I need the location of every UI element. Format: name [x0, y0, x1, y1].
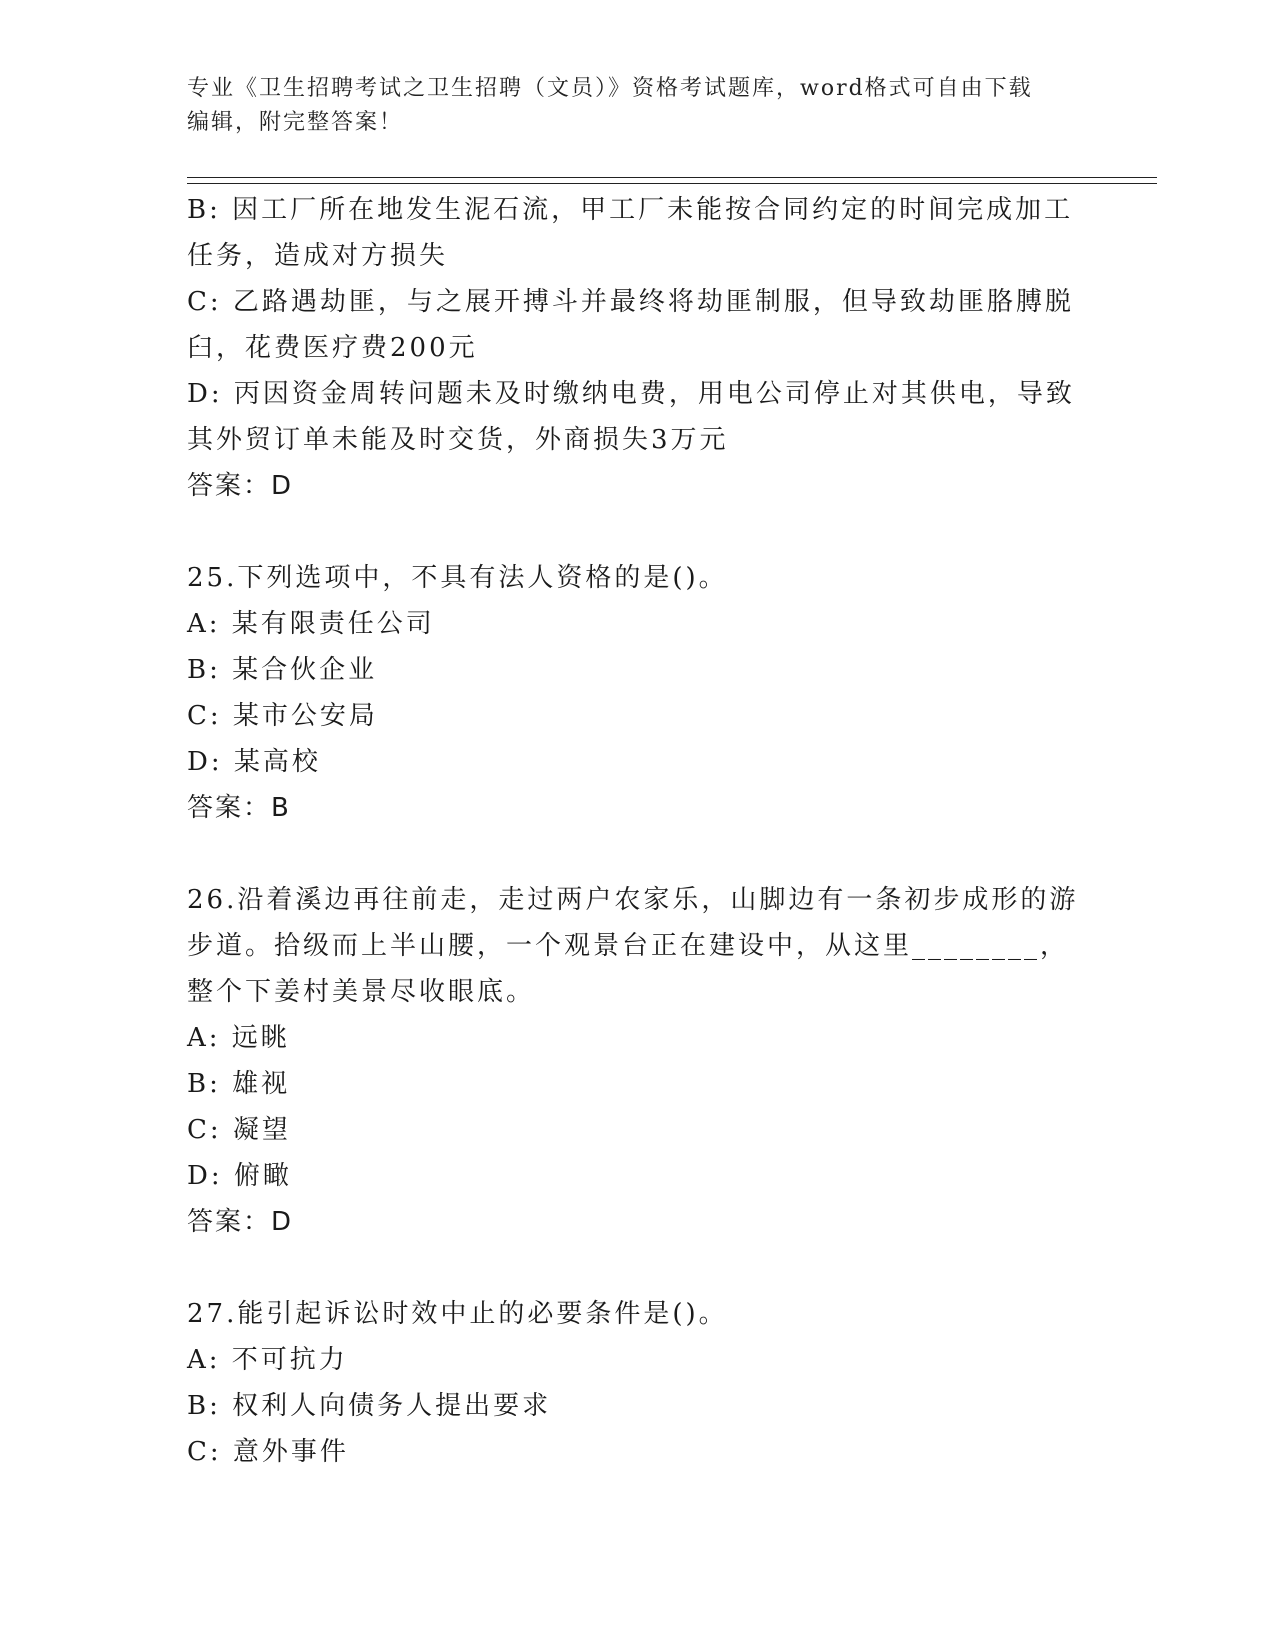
header-line-1: 专业《卫生招聘考试之卫生招聘（文员）》资格考试题库，word格式可自由下载 [187, 76, 1033, 101]
option-c: C: 某市公安局 [187, 701, 378, 731]
answer-label: 答案：D [187, 1207, 294, 1237]
option-b-line-2: 任务，造成对方损失 [187, 241, 449, 271]
question-27 [187, 1291, 1087, 1475]
option-a: A: 某有限责任公司 [187, 609, 435, 639]
option-c-line-2: 臼，花费医疗费200元 [187, 333, 478, 363]
option-d: D: 俯瞰 [187, 1161, 292, 1191]
option-d-line-2: 其外贸订单未能及时交货，外商损失3万元 [187, 425, 729, 455]
question-stem: 25.下列选项中，不具有法人资格的是()。 [187, 563, 728, 593]
option-c: C: 意外事件 [187, 1437, 349, 1467]
option-b: B: 权利人向债务人提出要求 [187, 1391, 552, 1421]
header-divider-bottom [187, 183, 1157, 184]
option-d-line-1: D: 丙因资金周转问题未及时缴纳电费，用电公司停止对其供电，导致 [187, 379, 1075, 409]
option-c-line-1: C: 乙路遇劫匪，与之展开搏斗并最终将劫匪制服，但导致劫匪胳膊脱 [187, 287, 1074, 317]
option-b: B: 某合伙企业 [187, 655, 378, 685]
option-a: A: 远眺 [187, 1023, 290, 1053]
option-c: C: 凝望 [187, 1115, 291, 1145]
option-d: D: 某高校 [187, 747, 321, 777]
header-divider-top [187, 177, 1157, 178]
question-stem-line-3: 整个下姜村美景尽收眼底。 [187, 977, 536, 1007]
option-b-line-1: B: 因工厂所在地发生泥石流，甲工厂未能按合同约定的时间完成加工 [187, 195, 1074, 225]
question-stem-line-1: 26.沿着溪边再往前走，走过两户农家乐，山脚边有一条初步成形的游 [187, 885, 1079, 915]
option-b: B: 雄视 [187, 1069, 291, 1099]
header-line-2: 编辑，附完整答案！ [187, 110, 404, 135]
question-stem-line-2: 步道。拾级而上半山腰，一个观景台正在建设中，从这里________， [187, 931, 1070, 961]
answer-label: 答案：B [187, 793, 291, 823]
question-24-continued [187, 187, 1087, 509]
question-25 [187, 555, 1087, 831]
document-header [187, 72, 1087, 140]
answer-label: 答案：D [187, 471, 294, 501]
question-stem: 27.能引起诉讼时效中止的必要条件是()。 [187, 1299, 728, 1329]
document-body [187, 187, 1087, 1475]
question-26 [187, 877, 1087, 1245]
option-a: A: 不可抗力 [187, 1345, 348, 1375]
